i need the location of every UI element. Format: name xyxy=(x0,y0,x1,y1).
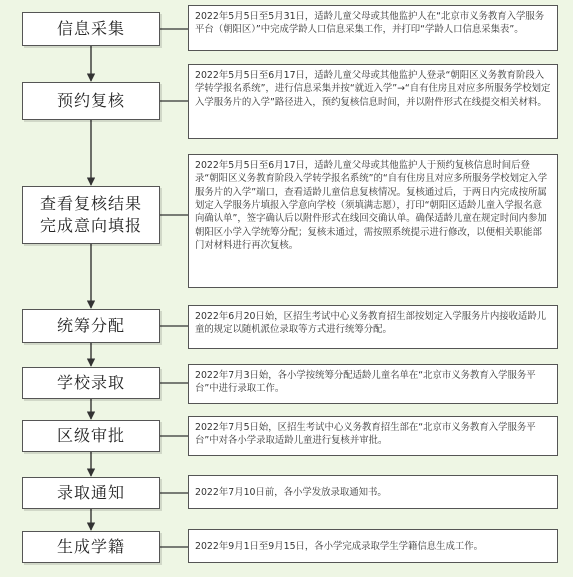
step-desc-student-registration: 2022年9月1日至9月15日，各小学完成录取学生学籍信息生成工作。 xyxy=(188,529,558,563)
step-box-appointment-review: 预约复核 xyxy=(22,82,160,120)
step-box-allocation: 统筹分配 xyxy=(22,309,160,343)
step-box-admission-notice: 录取通知 xyxy=(22,477,160,509)
step-box-review-result: 查看复核结果 完成意向填报 xyxy=(22,186,160,244)
step-desc-school-admission: 2022年7月3日始，各小学按统筹分配适龄儿童名单在“北京市义务教育入学服务平台”中进行录取工作。 xyxy=(188,364,558,404)
step-desc-info-collection: 2022年5月5日至5月31日，适龄儿童父母或其他监护人在“北京市义务教育入学服务平台（朝阳区）”中完成学龄人口信息采集工作，并打印“学龄人口信息采集表”。 xyxy=(188,5,558,51)
step-desc-review-result: 2022年5月5日至6月17日，适龄儿童父母或其他监护人于预约复核信息时间后登录“朝阳区义务教育阶段入学转学报名系统”的“自有住房且对应多所服务学校划定入学服务片的入学”端口，查看适龄儿童信息复核情况。复核通过后，于两日内完成按所属划定入学服务片填报入学意向学校（须填满志愿），打印“朝阳区适龄儿童入学报名意向确认单”，签字确认后以附件形式在线回交确认单。确保适龄儿童在规定时间内参加朝阳区小学入学统筹分配；复核未通过，需按照系统提示进行修改，以便相关职能部门对材料进行再次复核。 xyxy=(188,154,558,288)
step-desc-allocation: 2022年6月20日始，区招生考试中心义务教育招生部按划定入学服务片内接收适龄儿童的规定以随机派位录取等方式进行统筹分配。 xyxy=(188,305,558,349)
step-desc-admission-notice: 2022年7月10日前，各小学发放录取通知书。 xyxy=(188,475,558,509)
step-desc-district-approval: 2022年7月5日始，区招生考试中心义务教育招生部在“北京市义务教育入学服务平台”中对各小学录取适龄儿童进行复核并审批。 xyxy=(188,416,558,456)
step-box-student-registration: 生成学籍 xyxy=(22,531,160,563)
step-box-info-collection: 信息采集 xyxy=(22,12,160,46)
step-box-school-admission: 学校录取 xyxy=(22,367,160,399)
step-box-district-approval: 区级审批 xyxy=(22,420,160,452)
step-desc-appointment-review: 2022年5月5日至6月17日，适龄儿童父母或其他监护人登录“朝阳区义务教育阶段入学转学报名系统”，进行信息采集并按“就近入学”→“自有住房且对应多所服务学校划定入学服务片的入学”路径进入，预约复核信息时间，并以附件形式在线提交相关材料。 xyxy=(188,64,558,139)
